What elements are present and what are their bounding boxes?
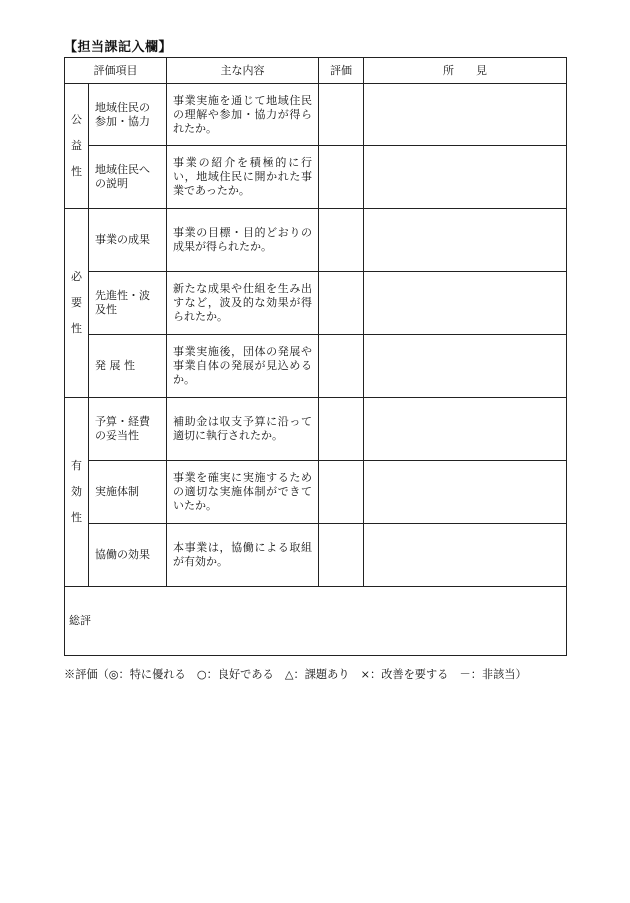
- item-cell: 地域住民への説明: [89, 146, 167, 209]
- item-cell: 予算・経費の妥当性: [89, 398, 167, 461]
- content-cell: 事業実施を通じて地域住民の理解や参加・協力が得られたか。: [167, 84, 319, 146]
- item-cell: 実施体制: [89, 461, 167, 524]
- summary-label: 総評: [69, 614, 91, 627]
- opinion-cell[interactable]: [364, 461, 567, 524]
- header-row: [65, 58, 567, 84]
- content-cell: 事業の紹介を積極的に行い，地域住民に開かれた事業であったか。: [167, 146, 319, 209]
- rating-cell[interactable]: [319, 146, 364, 209]
- item-cell: 発 展 性: [89, 335, 167, 398]
- rating-cell[interactable]: [319, 524, 364, 587]
- category-necessity: 必 要 性: [65, 209, 89, 398]
- opinion-cell[interactable]: [364, 209, 567, 272]
- header-rating: 評価: [319, 58, 364, 84]
- rating-cell[interactable]: [319, 84, 364, 146]
- content-cell: 事業の目標・目的どおりの成果が得られたか。: [167, 209, 319, 272]
- content-cell: 本事業は，協働による取組が有効か。: [167, 524, 319, 587]
- summary-row: [65, 587, 567, 656]
- item-cell: 事業の成果: [89, 209, 167, 272]
- content-cell: 事業実施後，団体の発展や事業自体の発展が見込めるか。: [167, 335, 319, 398]
- item-cell: 地域住民の参加・協力: [89, 84, 167, 146]
- opinion-cell[interactable]: [364, 524, 567, 587]
- table-row: [65, 461, 567, 524]
- item-cell: 協働の効果: [89, 524, 167, 587]
- table-row: [65, 398, 567, 461]
- header-opinion: 所 見: [364, 58, 567, 84]
- content-cell: 事業を確実に実施するための適切な実施体制ができていたか。: [167, 461, 319, 524]
- table-row: [65, 335, 567, 398]
- opinion-cell[interactable]: [364, 335, 567, 398]
- evaluation-table: [64, 57, 567, 656]
- rating-cell[interactable]: [319, 335, 364, 398]
- header-content: 主な内容: [167, 58, 319, 84]
- summary-cell[interactable]: [65, 587, 567, 656]
- table-row: [65, 209, 567, 272]
- opinion-cell[interactable]: [364, 398, 567, 461]
- item-cell: 先進性・波及性: [89, 272, 167, 335]
- opinion-cell[interactable]: [364, 84, 567, 146]
- category-public-benefit: 公 益 性: [65, 84, 89, 209]
- header-item: 評価項目: [65, 58, 167, 84]
- table-row: [65, 84, 567, 146]
- rating-cell[interactable]: [319, 272, 364, 335]
- rating-cell[interactable]: [319, 398, 364, 461]
- opinion-cell[interactable]: [364, 146, 567, 209]
- section-title: 【担当課記入欄】: [64, 40, 173, 55]
- table-row: [65, 272, 567, 335]
- rating-legend: ※評価（◎：特に優れる ○：良好である △：課題あり ×：改善を要する －：非該当）: [64, 668, 527, 681]
- content-cell: 新たな成果や仕組を生み出すなど，波及的な効果が得られたか。: [167, 272, 319, 335]
- table-row: [65, 146, 567, 209]
- rating-cell[interactable]: [319, 209, 364, 272]
- rating-cell[interactable]: [319, 461, 364, 524]
- category-effectiveness: 有 効 性: [65, 398, 89, 587]
- table-row: [65, 524, 567, 587]
- opinion-cell[interactable]: [364, 272, 567, 335]
- content-cell: 補助金は収支予算に沿って適切に執行されたか。: [167, 398, 319, 461]
